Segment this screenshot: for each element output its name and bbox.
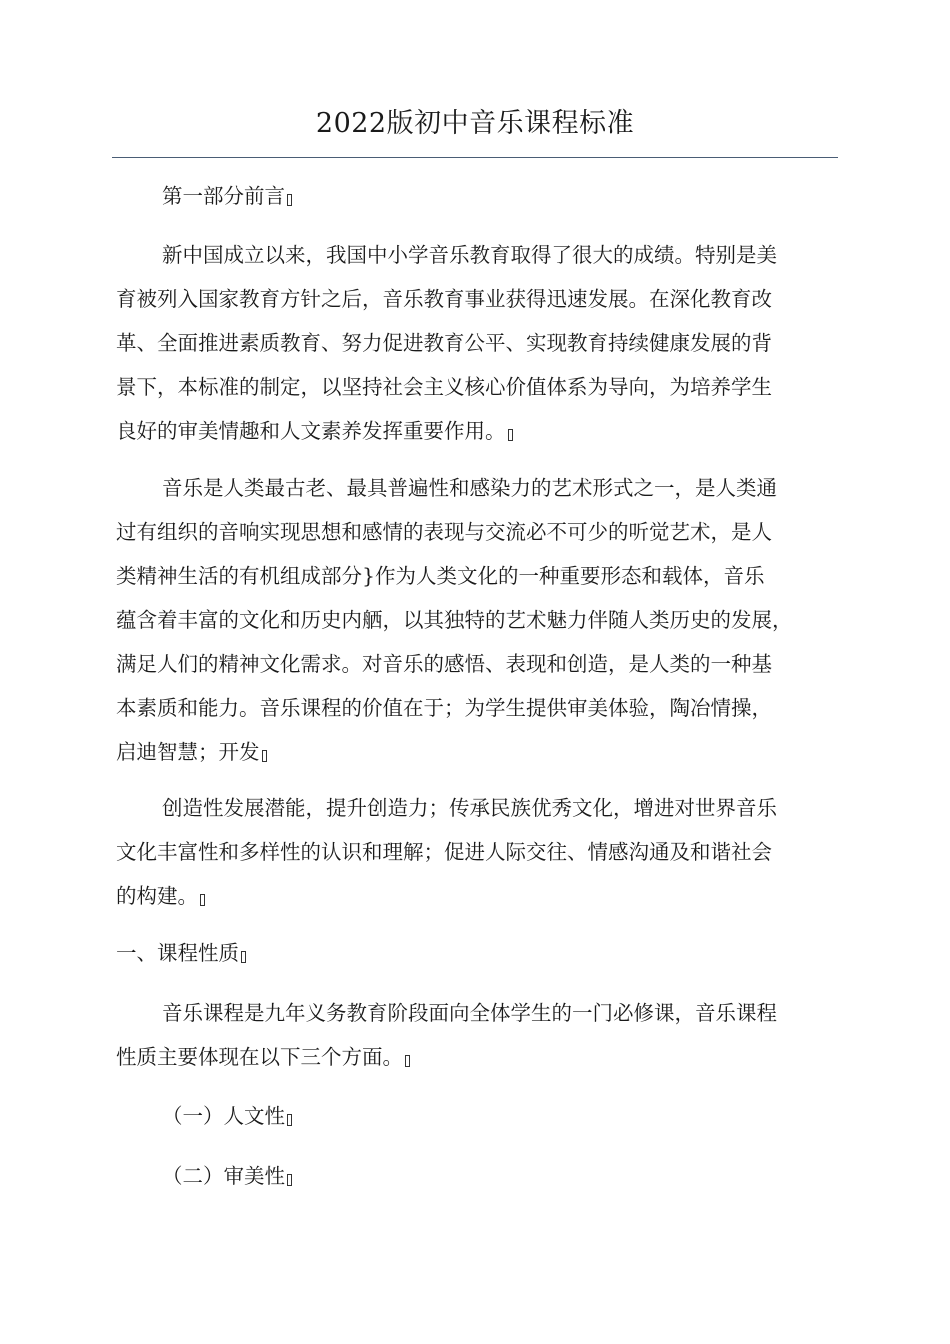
paragraph-line: 满足人们的精神文化需求。对音乐的感悟、表现和创造，是人类的一种基: [116, 652, 772, 676]
paragraph-1: [116, 233, 836, 453]
paragraph-line: 育被列入国家教育方针之后，音乐教育事业获得迅速发展。在深化教育改: [116, 287, 772, 311]
paragraph-mark-icon: [287, 1114, 292, 1126]
paragraph-line: 性质主要体现在以下三个方面。: [116, 1035, 836, 1079]
section-1-heading-block: [116, 931, 836, 975]
paragraph-4: [116, 991, 836, 1079]
paragraph-2: [116, 466, 836, 774]
paragraph-line: 革、全面推进素质教育、努力促进教育公平、实现教育持续健康发展的背: [116, 331, 772, 355]
sub-heading-1: （一）人文性: [116, 1094, 836, 1138]
sub-heading-1-block: [116, 1094, 836, 1138]
paragraph-3: [116, 786, 836, 918]
paragraph-mark-icon: [287, 1174, 292, 1186]
paragraph-line: 音乐是人类最古老、最具普遍性和感染力的艺术形式之一，是人类通: [162, 476, 777, 500]
paragraph-mark-icon: [262, 750, 267, 762]
paragraph-line: 良好的审美情趣和人文素养发挥重要作用。: [116, 409, 836, 453]
paragraph-line: 文化丰富性和多样性的认识和理解；促进人际交往、情感沟通及和谐社会: [116, 840, 772, 864]
paragraph-line: 本素质和能力。音乐课程的价值在于；为学生提供审美体验，陶冶情操，: [116, 696, 772, 720]
sub-heading-2: （二）审美性: [116, 1154, 836, 1198]
document-title: 2022版初中音乐课程标准: [315, 108, 635, 139]
paragraph-line: 启迪智慧；开发: [116, 730, 836, 774]
part-heading-block: [116, 174, 836, 218]
section-1-heading: 一、课程性质: [116, 931, 836, 975]
part-heading: 第一部分前言: [116, 174, 836, 218]
sub-heading-2-block: [116, 1154, 836, 1198]
title-divider: [112, 157, 838, 158]
paragraph-line: 的构建。: [116, 874, 836, 918]
paragraph-line: 过有组织的音响实现思想和感情的表现与交流必不可少的听觉艺术，是人: [116, 520, 772, 544]
paragraph-line: 景下，本标准的制定，以坚持社会主义核心价值体系为导向，为培养学生: [116, 375, 772, 399]
paragraph-line: 创造性发展潜能，提升创造力；传承民族优秀文化，增进对世界音乐: [162, 796, 777, 820]
paragraph-mark-icon: [287, 194, 292, 206]
paragraph-line: 蕴含着丰富的文化和历史内舾，以其独特的艺术魅力伴随人类历史的发展，: [116, 608, 793, 632]
paragraph-mark-icon: [241, 951, 246, 963]
paragraph-line: 类精神生活的有机组成部分}作为人类文化的一种重要形态和载体，音乐: [116, 564, 765, 588]
paragraph-line: 新中国成立以来，我国中小学音乐教育取得了很大的成绩。特别是美: [162, 243, 777, 267]
paragraph-mark-icon: [508, 429, 513, 441]
paragraph-line: 音乐课程是九年义务教育阶段面向全体学生的一门必修课，音乐课程: [162, 1001, 777, 1025]
paragraph-mark-icon: [405, 1055, 410, 1067]
paragraph-mark-icon: [200, 894, 205, 906]
